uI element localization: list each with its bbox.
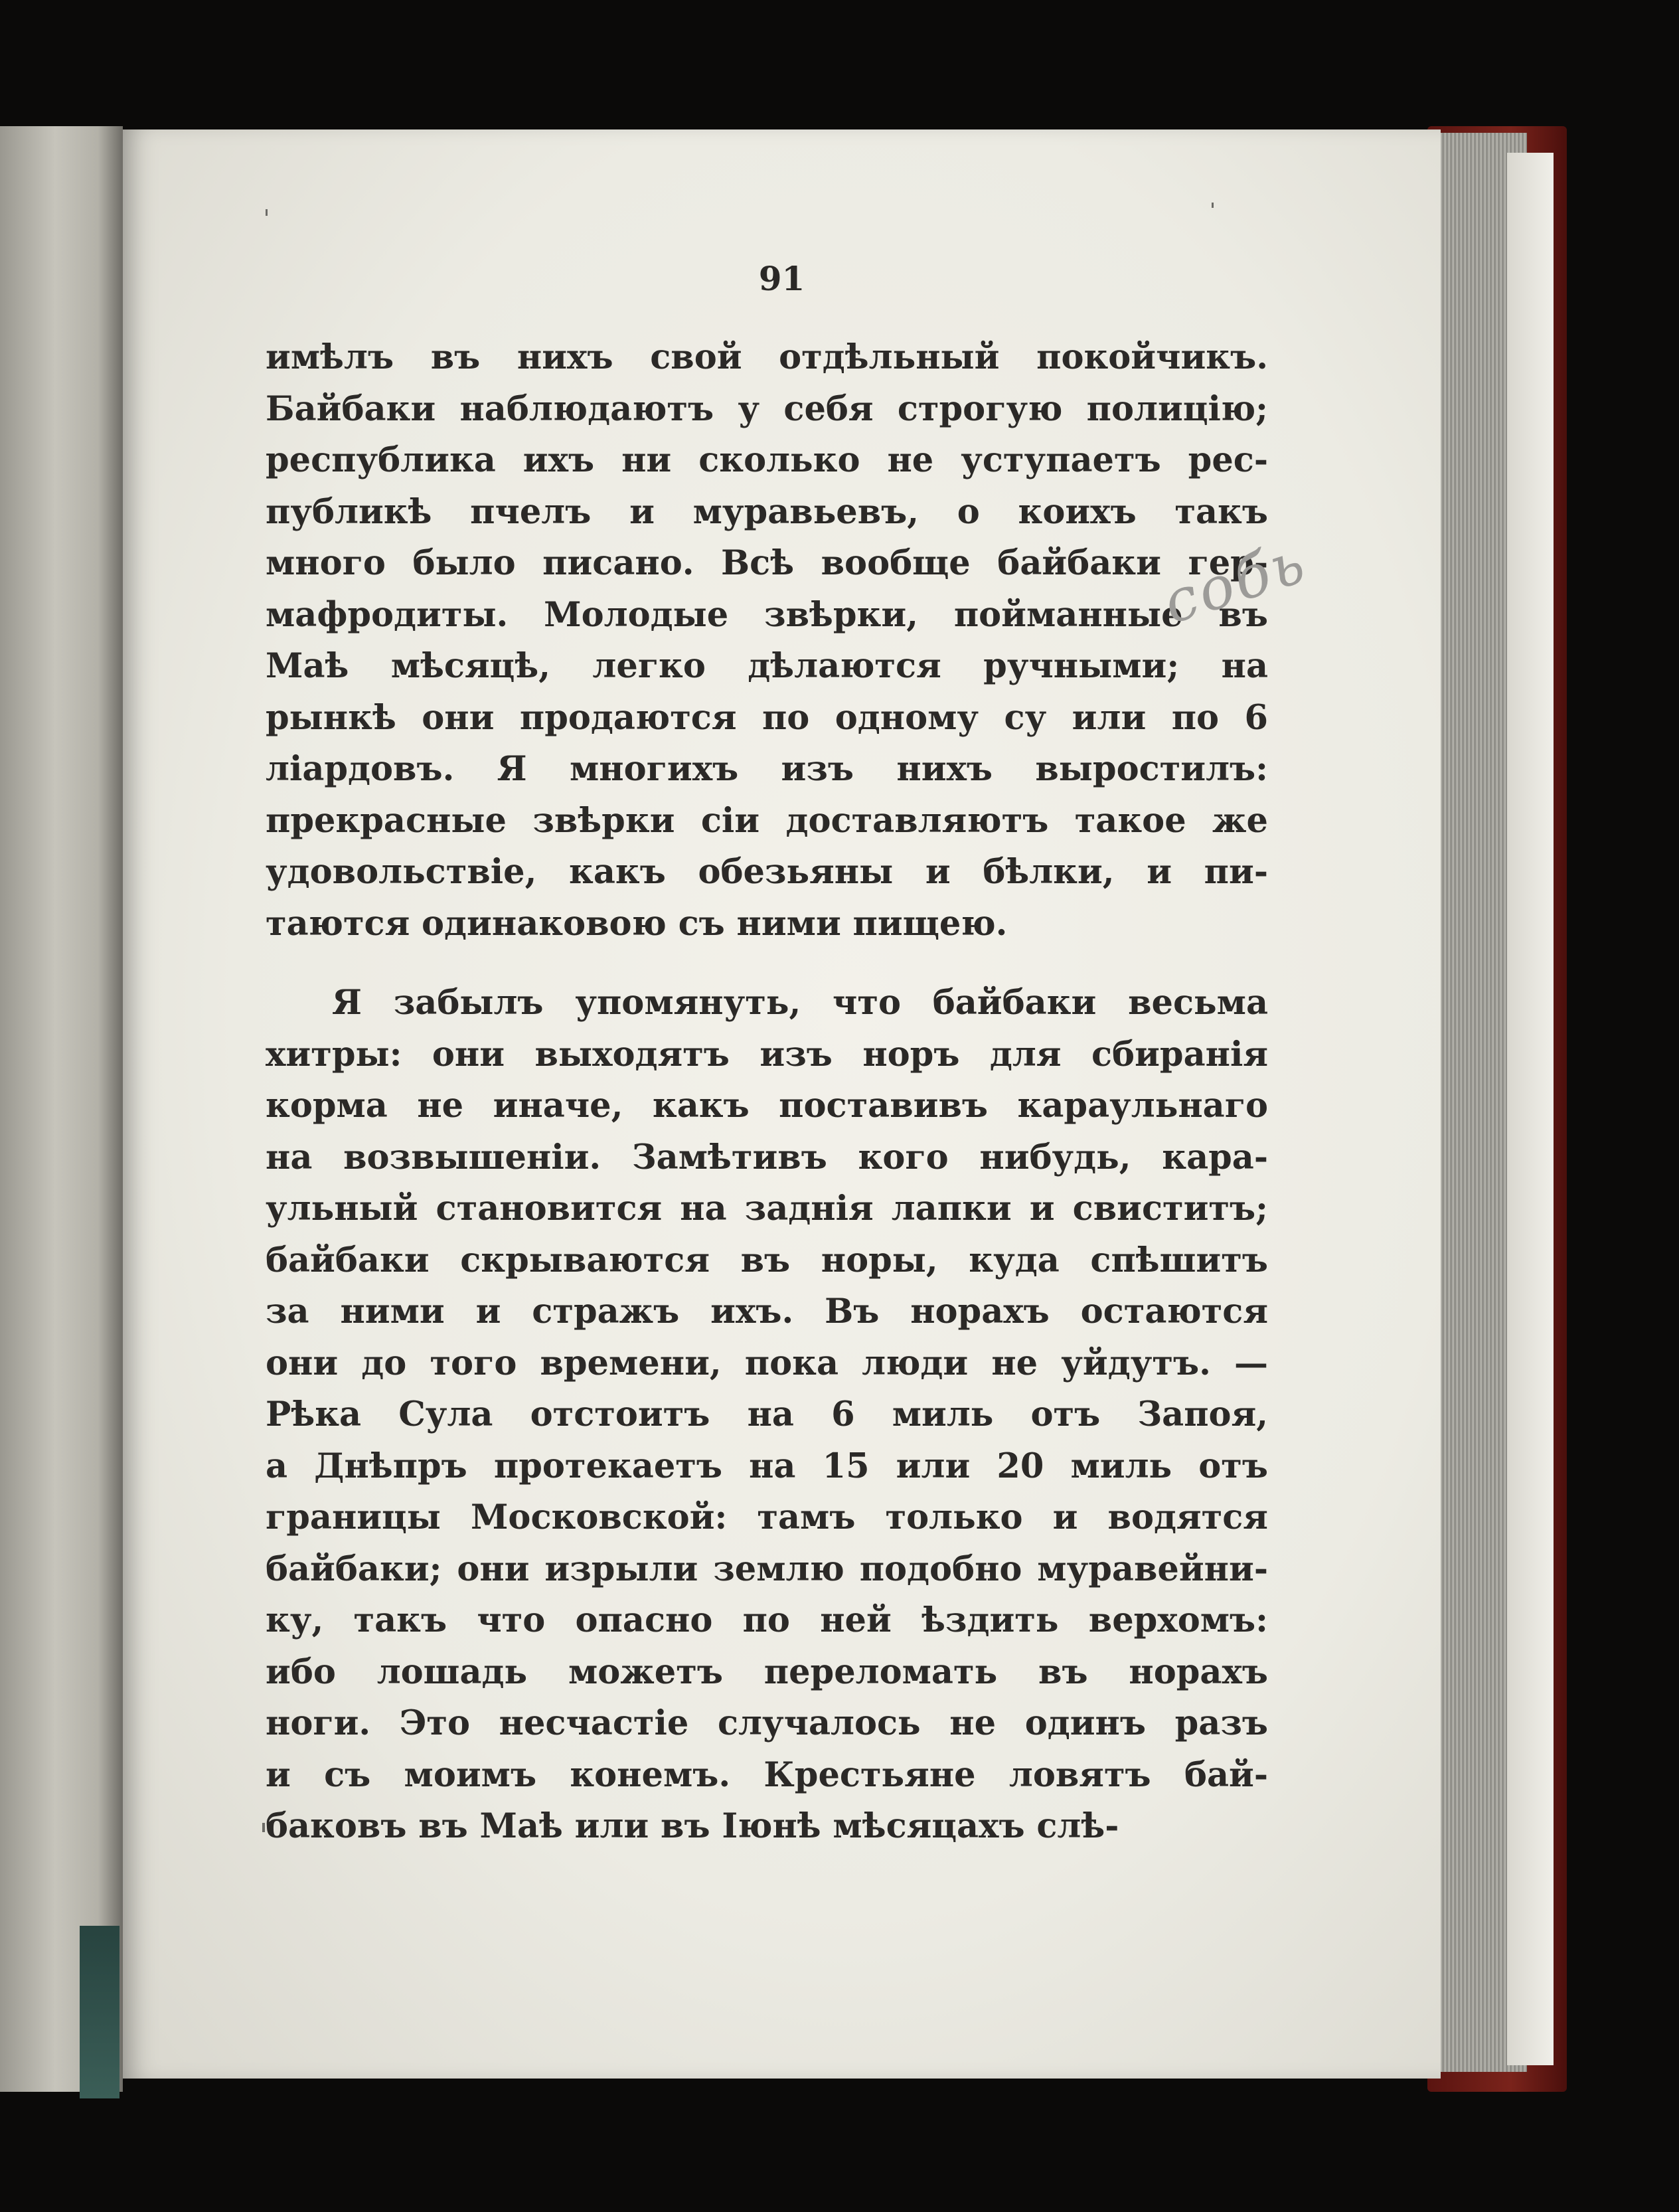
text-line: хитры: они выходятъ изъ норъ для сбиранія xyxy=(266,1034,1268,1074)
text-line: Маѣ мѣсяцѣ, легко дѣлаются ручными; на xyxy=(266,646,1268,686)
text-line: рынкѣ они продаются по одному су или по 6 xyxy=(266,697,1268,738)
text-line: байбаки скрываются въ норы, куда спѣшитъ xyxy=(266,1240,1268,1280)
text-line: ліардовъ. Я многихъ изъ нихъ выростилъ: xyxy=(266,749,1268,789)
text-line: мафродиты. Молодые звѣрки, пойманные въ xyxy=(266,594,1268,635)
text-line: публикѣ пчелъ и муравьевъ, о коихъ такъ xyxy=(266,491,1268,532)
text-line: корма не иначе, какъ поставивъ караульнаго xyxy=(266,1086,1268,1126)
text-line: ноги. Это несчастіе случалось не одинъ разъ xyxy=(266,1703,1268,1743)
paragraph-1 xyxy=(266,332,1268,950)
page-number: 91 xyxy=(758,259,805,298)
handwritten-margin-note: собь xyxy=(1155,527,1315,638)
text-line: таются одинаковою съ ними пищею. xyxy=(266,903,1008,944)
left-cover-edge xyxy=(80,1926,120,2098)
text-line: на возвышеніи. Замѣтивъ кого нибудь, кара- xyxy=(266,1137,1268,1177)
text-line: имѣлъ въ нихъ свой отдѣльный покойчикъ. xyxy=(266,337,1268,377)
text-line: Рѣка Сула отстоитъ на 6 миль отъ Запоя, xyxy=(266,1395,1268,1434)
paragraph-gap xyxy=(266,950,1268,978)
text-line: Байбаки наблюдаютъ у себя строгую полицію; xyxy=(266,388,1268,429)
text-line: удовольствіе, какъ обезьяны и бѣлки, и пи- xyxy=(266,852,1268,892)
text-column xyxy=(266,332,1268,1853)
text-line: прекрасные звѣрки сіи доставляютъ такое же xyxy=(266,800,1268,841)
book-page xyxy=(123,129,1441,2079)
text-line: а Днѣпръ протекаетъ на 15 или 20 миль отъ xyxy=(266,1446,1268,1486)
text-line: республика ихъ ни сколько не уступаетъ рес- xyxy=(266,440,1268,480)
endpaper xyxy=(1507,153,1554,2065)
text-line: границы Московской: тамъ только и водятся xyxy=(266,1497,1268,1537)
text-line: Я забылъ упомянуть, что байбаки весьма xyxy=(332,983,1268,1023)
text-line: ульный становится на заднія лапки и свиститъ; xyxy=(266,1189,1268,1229)
left-page-edge xyxy=(0,126,123,2092)
text-line: и съ моимъ конемъ. Крестьяне ловятъ бай- xyxy=(266,1754,1268,1795)
text-line: ибо лошадь можетъ переломать въ норахъ xyxy=(266,1652,1268,1692)
page-speck xyxy=(1212,203,1214,208)
text-line: байбаки; они изрыли землю подобно муравейни- xyxy=(266,1549,1268,1589)
page-speck xyxy=(262,1823,265,1832)
text-line: ку, такъ что опасно по ней ѣздить верхомъ: xyxy=(266,1600,1268,1640)
text-line: за ними и стражъ ихъ. Въ норахъ остаются xyxy=(266,1292,1268,1331)
text-line: баковъ въ Маѣ или въ Іюнѣ мѣсяцахъ слѣ- xyxy=(266,1806,1119,1846)
text-line: много было писано. Всѣ вообще байбаки гер- xyxy=(266,543,1268,583)
text-line: они до того времени, пока люди не уйдутъ. — xyxy=(266,1343,1268,1383)
paragraph-2 xyxy=(266,978,1268,1853)
page-speck xyxy=(266,209,268,216)
